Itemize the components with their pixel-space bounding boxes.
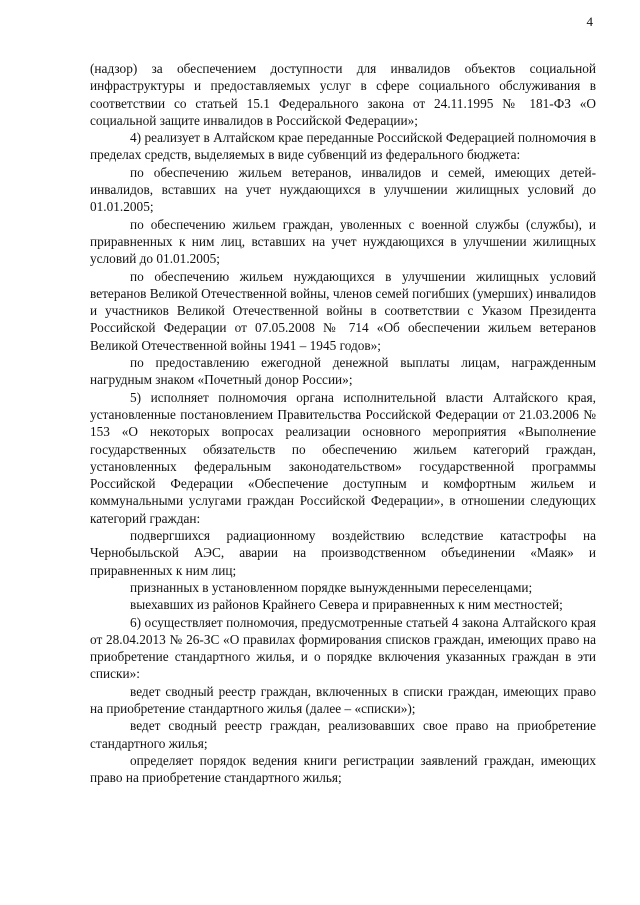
paragraph: 6) осуществляет полномочия, предусмотренные статьей 4 закона Алтайского края от 28.04.2013 № 26-ЗС «О правилах формирования списков граждан, имеющих право на приобретение стандартного жилья, и о порядке включения указанных граждан в эти списки»:	[90, 614, 596, 682]
paragraph: определяет порядок ведения книги регистрации заявлений граждан, имеющих право на приобретение стандартного жилья;	[90, 752, 596, 786]
paragraph: по обеспечению жильем граждан, уволенных с военной службы (службы), и приравненных к ним лиц, вставших на учет нуждающихся в улучшении жилищных условий до 01.01.2005;	[90, 216, 596, 267]
paragraph: по обеспечению жильем ветеранов, инвалидов и семей, имеющих детей-инвалидов, вставших на учет нуждающихся в улучшении жилищных условий до 01.01.2005;	[90, 164, 596, 215]
paragraph: ведет сводный реестр граждан, реализовавших свое право на приобретение стандартного жилья;	[90, 718, 596, 751]
document-body	[90, 60, 596, 786]
paragraph: 5) исполняет полномочия органа исполнительной власти Алтайского края, установленные постановлением Правительства Российской Федерации от 21.03.2006 № 153 «О некоторых вопросах реализации основного мероприятия «Выполнение государственных обязательств по обеспечению жильем категорий граждан, установленных федеральным законодательством» государственной программы Российской Федерации «Обеспечение доступным и комфортным жильем и коммунальными услугами граждан Российской Федерации», в отношении следующих категорий граждан:	[90, 389, 596, 526]
paragraph: по обеспечению жильем нуждающихся в улучшении жилищных условий ветеранов Великой Отечественной войны, членов семей погибших (умерших) инвалидов и участников Великой Отечественной войны в соответствии с Указом Президента Российской Федерации от 07.05.2008 № 714 «Об обеспечении жильем ветеранов Великой Отечественной войны 1941 – 1945 годов»;	[90, 268, 596, 353]
paragraph: (надзор) за обеспечением доступности для инвалидов объектов социальной инфраструктуры и предоставляемых услуг в сфере социального обслуживания в соответствии со статьей 15.1 Федерального закона от 24.11.1995 № 181-ФЗ «О социальной защите инвалидов в Российской Федерации»;	[90, 61, 596, 128]
paragraph: подвергшихся радиационному воздействию вследствие катастрофы на Чернобыльской АЭС, аварии на производственном объединении «Маяк» и приравненных к ним лиц;	[90, 528, 596, 578]
paragraph: 4) реализует в Алтайском крае переданные Российской Федерацией полномочия в пределах средств, выделяемых в виде субвенций из федерального бюджета:	[90, 130, 596, 163]
paragraph: по предоставлению ежегодной денежной выплаты лицам, награжденным нагрудным знаком «Почетный донор России»;	[90, 355, 596, 388]
paragraph: признанных в установленном порядке вынужденными переселенцами;	[130, 579, 533, 595]
page-number: 4	[586, 14, 593, 29]
paragraph: ведет сводный реестр граждан, включенных в списки граждан, имеющих право на приобретение стандартного жилья (далее – «списки»);	[90, 683, 596, 716]
paragraph: выехавших из районов Крайнего Севера и приравненных к ним местностей;	[130, 597, 563, 613]
